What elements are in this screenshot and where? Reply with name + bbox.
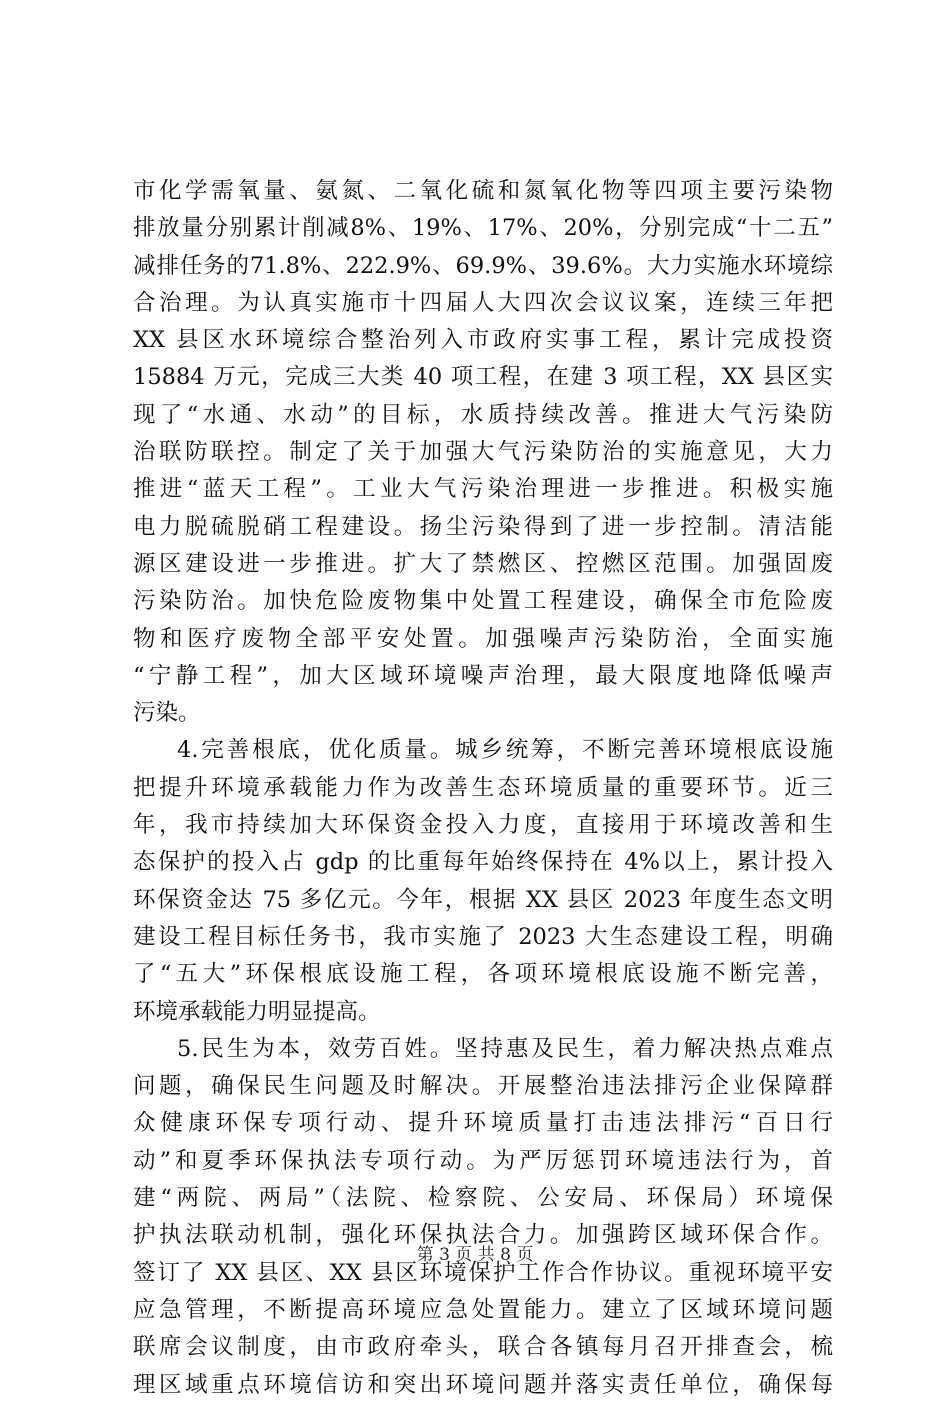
text-line: 众健康环保专项行动、提升环境质量打击违法排污“百日行 [133,1110,833,1137]
text-line: 动”和夏季环保执法专项行动。为严厉惩罚环境违法行为，首 [133,1147,833,1174]
text-line: 环保资金达 75 多亿元。今年，根据 XX 县区 2023 年度生态文明 [133,886,833,913]
text-line: 环境承载能力明显提高。 [133,998,381,1025]
text-line: 推进“蓝天工程”。工业大气污染治理进一步推进。积极实施 [133,476,833,503]
text-line: 把提升环境承载能力作为改善生态环境质量的重要环节。近三 [133,774,833,801]
text-line: 应急管理，不断提高环境应急处置能力。建立了区域环境问题 [133,1296,833,1323]
text-line: 15884 万元，完成三大类 40 项工程，在建 3 项工程，XX 县区实 [133,364,833,391]
text-line: 护执法联动机制，强化环保执法合力。加强跨区域环保合作。 [133,1222,833,1249]
text-line: 问题，确保民生问题及时解决。开展整治违法排污企业保障群 [133,1073,833,1100]
text-line: “宁静工程”，加大区域环境噪声治理，最大限度地降低噪声 [133,662,833,689]
text-line: 了“五大”环保根底设施工程，各项环境根底设施不断完善， [133,961,833,988]
text-line: 减排任务的71.8%、222.9%、69.9%、39.6%。大力实施水环境综 [133,252,833,279]
text-line: 建设工程目标任务书，我市实施了 2023 大生态建设工程，明确 [133,923,833,950]
text-line: 排放量分别累计削减8%、19%、17%、20%，分别完成“十二五” [133,215,833,242]
text-line: 年，我市持续加大环保资金投入力度，直接用于环境改善和生 [133,812,833,839]
text-line: XX 县区水环境综合整治列入市政府实事工程，累计完成投资 [133,327,833,354]
text-line: 建“两院、两局”（法院、检察院、公安局、环保局）环境保 [133,1185,833,1212]
text-line: 治联防联控。制定了关于加强大气污染防治的实施意见，大力 [133,439,833,466]
page-number-footer: 第 3 页 共 8 页 [416,1245,534,1265]
text-line: 理区域重点环境信访和突出环境问题并落实责任单位，确保每 [133,1371,833,1398]
document-body [133,173,833,1404]
text-line: 态保护的投入占 gdp 的比重每年始终保持在 4%以上，累计投入 [133,849,833,876]
text-line: 签订了 XX 县区、XX 县区环境保护工作合作协议。重视环境平安 [133,1259,833,1286]
paragraph-5-heading-line: 5.民生为本，效劳百姓。坚持惠及民生，着力解决热点难点 [177,1035,833,1062]
text-line: 现了“水通、水动”的目标，水质持续改善。推进大气污染防 [133,401,833,428]
text-line: 污染。 [133,700,201,727]
text-line: 市化学需氧量、氨氮、二氧化硫和氮氧化物等四项主要污染物 [133,178,833,204]
text-line: 合治理。为认真实施市十四届人大四次会议议案，连续三年把 [133,289,833,316]
paragraph-4-heading-line: 4.完善根底，优化质量。城乡统筹，不断完善环境根底设施 [177,737,833,764]
text-line: 源区建设进一步推进。扩大了禁燃区、控燃区范围。加强固废 [133,550,833,577]
text-line: 联席会议制度，由市政府牵头，联合各镇每月召开排查会，梳 [133,1334,833,1361]
text-line: 物和医疗废物全部平安处置。加强噪声污染防治，全面实施 [133,625,833,652]
text-line: 污染防治。加快危险废物集中处置工程建设，确保全市危险废 [133,588,833,615]
text-line: 电力脱硫脱硝工程建设。扬尘污染得到了进一步控制。清洁能 [133,513,833,540]
